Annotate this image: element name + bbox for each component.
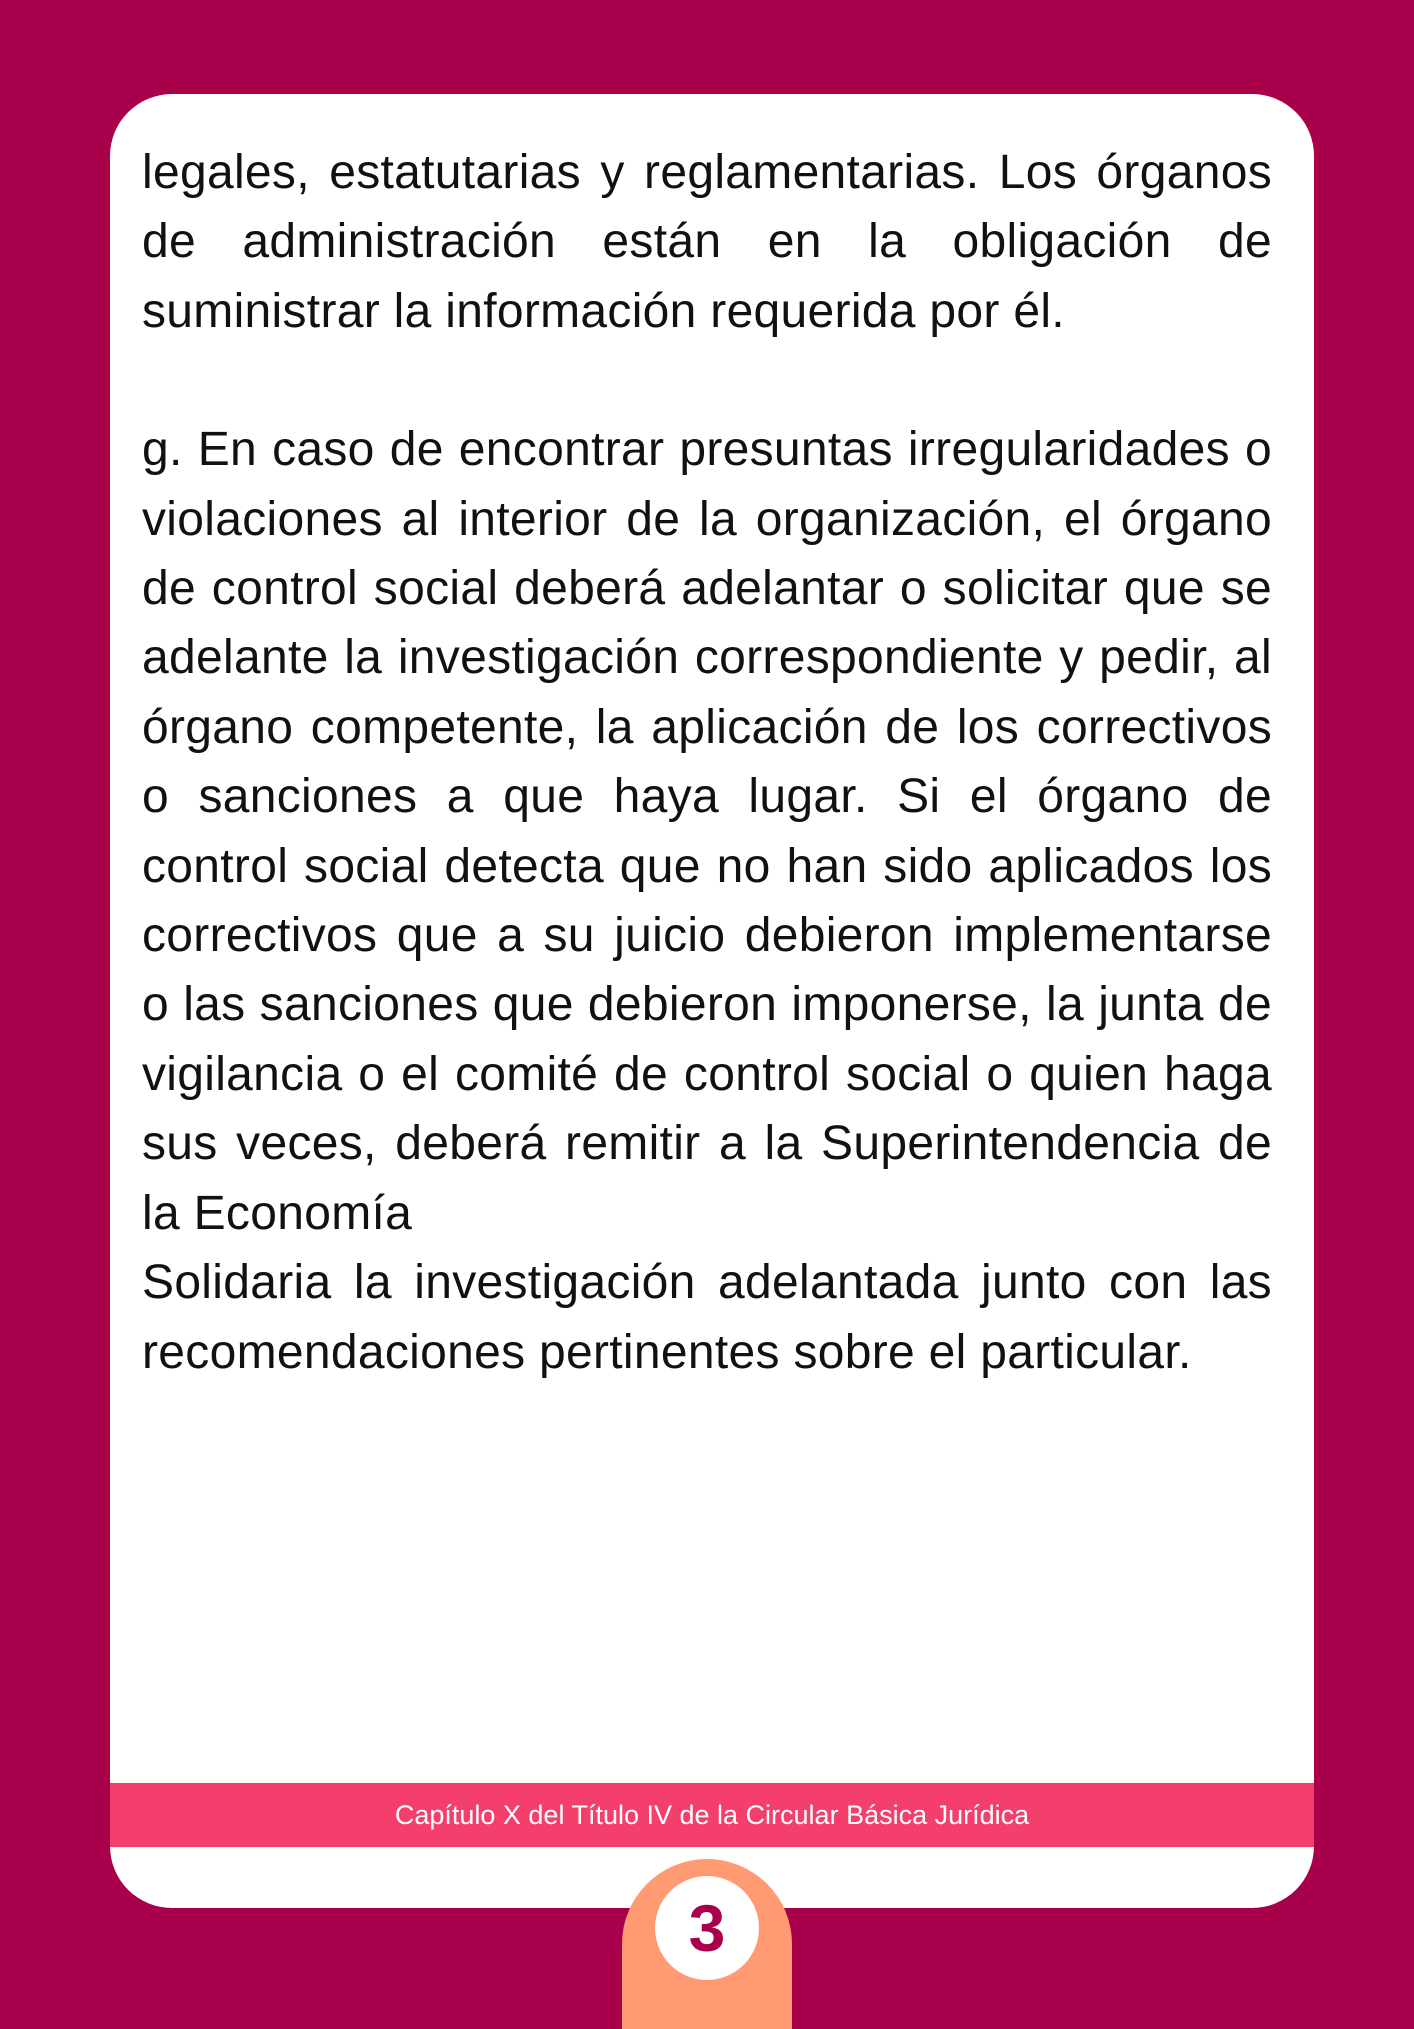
footer-caption: Capítulo X del Título IV de la Circular Básica Jurídica bbox=[110, 1783, 1314, 1847]
paragraph-continuation: legales, estatutarias y reglamentarias. Los órganos de administración están en la obligación de suministrar la información requerida por él. bbox=[142, 146, 1272, 338]
paragraph-continuation-solidaria: Solidaria la investigación adelantada junto con las recomendaciones pertinentes sobre el particular. bbox=[142, 1256, 1272, 1379]
paragraph-g: g. En caso de encontrar presuntas irregularidades o violaciones al interior de la organización, el órgano de control social deberá adelantar o solicitar que se adelante la investigación correspondiente y pedir, al órgano competente, la aplicación de los correctivos o sanciones a que haya lugar. Si el órgano de control social detecta que no han sido aplicados los correctivos que a su juicio debieron implementarse o las sanciones que debieron imponerse, la junta de vigilancia o el comité de control social o quien haga sus veces, deberá remitir a la Superintendencia de la Economía bbox=[142, 423, 1272, 1240]
body-text bbox=[142, 138, 1272, 1387]
page-number: 3 bbox=[655, 1876, 759, 1980]
content-card bbox=[110, 94, 1314, 1908]
